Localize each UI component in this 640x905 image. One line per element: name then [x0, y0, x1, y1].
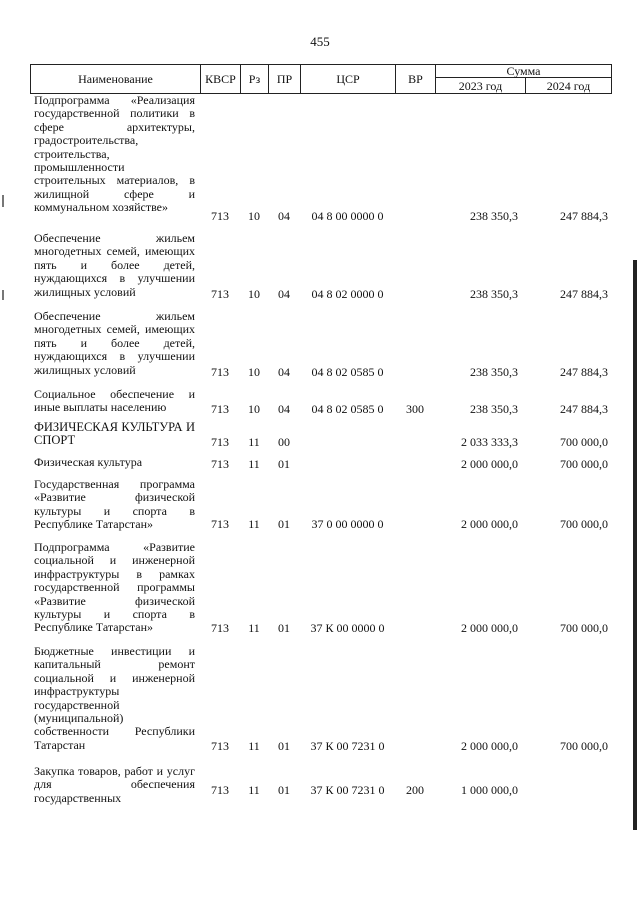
table-header: [30, 64, 612, 94]
row-sum-2023: 2 033 333,3: [461, 435, 518, 449]
row-name: ФИЗИЧЕСКАЯ КУЛЬТУРА И СПОРТ: [34, 420, 195, 448]
row-name: Подпрограмма «Реализация государственной политики в сфере архитектуры, градостроительства, строительства, промышленности строительных материалов, в жилищной сфере и коммунальном хозяйстве»: [34, 93, 195, 215]
scan-mark: [2, 290, 4, 300]
row-pr: 01: [278, 739, 290, 753]
row-name: Обеспечение жильем многодетных семей, имеющих пять и более детей, нуждающихся в улучшении жилищных условий: [34, 231, 195, 299]
row-pr: 04: [278, 402, 290, 416]
table-row: [0, 449, 640, 471]
row-vr: 300: [406, 402, 424, 416]
table-row: [0, 301, 640, 379]
row-rz: 10: [248, 365, 260, 379]
row-kvsr: 713: [211, 783, 229, 797]
row-csr: 37 К 00 7231 0: [310, 739, 385, 753]
row-rz: 11: [248, 435, 260, 449]
row-csr: 04 8 02 0000 0: [311, 287, 384, 301]
table-row: [0, 223, 640, 301]
row-name: Обеспечение жильем многодетных семей, имеющих пять и более детей, нуждающихся в улучшении жилищных условий: [34, 309, 195, 377]
row-kvsr: 713: [211, 435, 229, 449]
row-sum-2023: 2 000 000,0: [461, 517, 518, 531]
header-rz: Рз: [241, 65, 269, 93]
row-sum-2024: 700 000,0: [560, 435, 608, 449]
table-row: [0, 379, 640, 416]
row-pr: 04: [278, 209, 290, 223]
row-sum-2023: 2 000 000,0: [461, 621, 518, 635]
table-row: [0, 531, 640, 635]
row-rz: 11: [248, 621, 260, 635]
header-2023: 2023 год: [436, 78, 526, 93]
row-kvsr: 713: [211, 621, 229, 635]
row-rz: 10: [248, 402, 260, 416]
header-2024: 2024 год: [546, 79, 591, 93]
row-sum-2023: 2 000 000,0: [461, 457, 518, 471]
row-csr: 04 8 02 0585 0: [311, 402, 384, 416]
row-pr: 04: [278, 287, 290, 301]
row-rz: 11: [248, 517, 260, 531]
scan-edge-bar: [633, 260, 637, 830]
table-row: [0, 94, 640, 223]
row-rz: 11: [248, 457, 260, 471]
row-kvsr: 713: [211, 402, 229, 416]
table-row: [0, 753, 640, 805]
header-sum-group: [31, 65, 611, 93]
row-sum-2024: 700 000,0: [560, 457, 608, 471]
row-pr: 01: [278, 457, 290, 471]
row-rz: 10: [248, 287, 260, 301]
row-name: Подпрограмма «Развитие социальной и инженерной инфраструктуры в рамках государственной программы «Развитие физической культуры и спорта в Республике Татарстан»: [34, 540, 195, 635]
header-kvsr: КВСР: [201, 65, 241, 93]
row-sum-2023: 1 000 000,0: [461, 783, 518, 797]
row-csr: 04 8 02 0585 0: [311, 365, 384, 379]
header-vr: ВР: [396, 65, 436, 93]
row-kvsr: 713: [211, 365, 229, 379]
row-sum-2024: 700 000,0: [560, 739, 608, 753]
page-number: 455: [310, 34, 330, 49]
row-csr: 37 К 00 7231 0: [310, 783, 385, 797]
row-csr: 37 0 00 0000 0: [311, 517, 384, 531]
row-sum-2024: 700 000,0: [560, 621, 608, 635]
row-pr: 01: [278, 783, 290, 797]
row-kvsr: 713: [211, 739, 229, 753]
row-name: Физическая культура: [34, 455, 143, 469]
row-name: Закупка товаров, работ и услуг для обеспечения государственных: [34, 764, 195, 805]
row-rz: 10: [248, 209, 260, 223]
table-body: [0, 94, 640, 805]
row-sum-2023: 238 350,3: [470, 402, 518, 416]
row-sum-2024: 247 884,3: [560, 365, 608, 379]
header-name: Наименование: [31, 65, 201, 93]
row-name: Государственная программа «Развитие физической культуры и спорта в Республике Татарстан»: [34, 477, 195, 532]
table-row: [0, 635, 640, 753]
row-sum-2024: 247 884,3: [560, 209, 608, 223]
row-sum-2023: 238 350,3: [470, 209, 518, 223]
table-row: [0, 471, 640, 531]
header-csr: ЦСР: [301, 65, 396, 93]
header-sum: Сумма: [436, 65, 611, 78]
row-kvsr: 713: [211, 457, 229, 471]
row-kvsr: 713: [211, 517, 229, 531]
row-pr: 01: [278, 621, 290, 635]
row-sum-2023: 2 000 000,0: [461, 739, 518, 753]
row-vr: 200: [406, 783, 424, 797]
header-pr: ПР: [269, 65, 301, 93]
row-name: Бюджетные инвестиции и капитальный ремонт социальной и инженерной инфраструктуры государственной (муниципальной) собственности Республики Татарстан: [34, 644, 195, 752]
row-csr: 37 К 00 0000 0: [310, 621, 385, 635]
row-sum-2024: 247 884,3: [560, 287, 608, 301]
row-csr: 04 8 00 0000 0: [311, 209, 384, 223]
row-sum-2023: 238 350,3: [470, 287, 518, 301]
row-name: Социальное обеспечение и иные выплаты населению: [34, 387, 195, 415]
row-pr: 00: [278, 435, 290, 449]
row-pr: 01: [278, 517, 290, 531]
row-kvsr: 713: [211, 209, 229, 223]
row-rz: 11: [248, 783, 260, 797]
row-sum-2024: 247 884,3: [560, 402, 608, 416]
row-pr: 04: [278, 365, 290, 379]
table-row: [0, 416, 640, 449]
scan-mark: [2, 195, 4, 207]
row-rz: 11: [248, 739, 260, 753]
row-sum-2024: 700 000,0: [560, 517, 608, 531]
row-sum-2023: 238 350,3: [470, 365, 518, 379]
row-kvsr: 713: [211, 287, 229, 301]
